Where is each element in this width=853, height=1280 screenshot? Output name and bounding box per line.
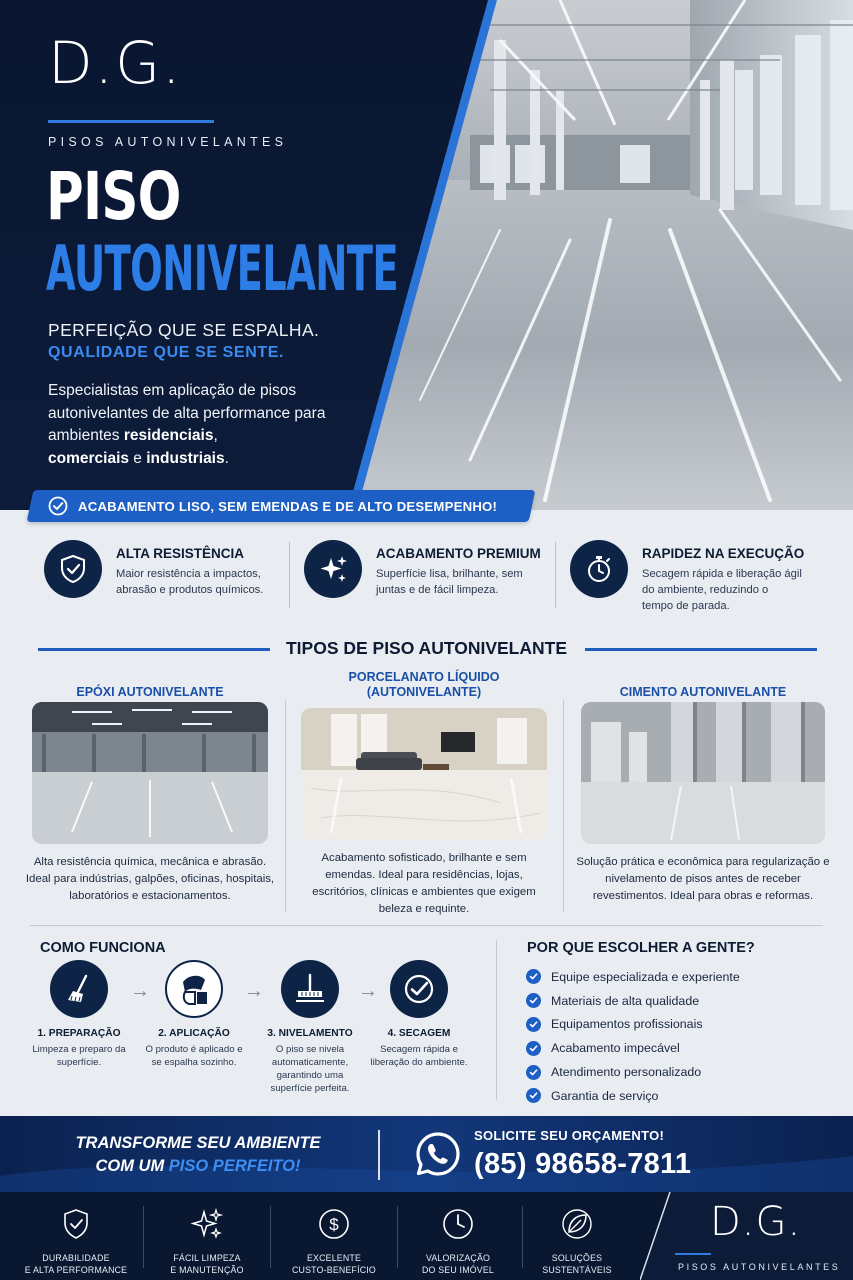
list-item <box>526 965 740 989</box>
footer-item-valorizacao <box>398 1204 518 1276</box>
feature-rapidez <box>570 530 830 620</box>
clock-icon <box>440 1206 476 1242</box>
hero-tagline-1: PERFEIÇÃO QUE SE ESPALHA. <box>48 320 320 340</box>
cta-line2-prefix: COM UM <box>95 1157 169 1175</box>
type-text: Acabamento sofisticado, brilhante e sem emendas. Ideal para residências, lojas, escritórios, clínicas e ambientes que exigem beleza e requinte. <box>312 852 536 915</box>
footer-item-sustentaveis <box>517 1204 637 1276</box>
shield-check-icon <box>59 1207 93 1241</box>
ribbon-content <box>48 490 497 522</box>
check-icon <box>526 969 541 984</box>
hero-desc-comerciais: comerciais <box>48 449 129 467</box>
step-icon-circle <box>50 960 108 1018</box>
type-divider <box>563 700 564 912</box>
leaf-icon <box>559 1206 595 1242</box>
cta-line2-highlight: PISO PERFEITO! <box>168 1157 301 1175</box>
feature-divider <box>555 542 556 608</box>
footer-item-durabilidade <box>16 1204 136 1276</box>
step-text: Secagem rápida e liberação do ambiente. <box>370 1044 468 1068</box>
hero-desc-sep1: , <box>213 427 218 444</box>
footer-divider <box>270 1206 271 1268</box>
why-item-text: Equipe especializada e experiente <box>551 969 740 984</box>
footer-line1: EXCELENTE <box>306 1253 362 1263</box>
bucket-pour-icon <box>175 970 213 1008</box>
check-circle-icon <box>401 971 437 1007</box>
cta-banner <box>0 1116 853 1192</box>
type-epoxi <box>20 670 280 905</box>
footer-line1: DURABILIDADE <box>42 1253 110 1263</box>
hero-desc-industriais: industriais <box>146 449 225 467</box>
footer-line2: DO SEU IMÓVEL <box>421 1265 494 1275</box>
dollar-coin-icon <box>316 1206 352 1242</box>
living-room-floor-image <box>301 708 547 840</box>
section-divider-vertical <box>496 940 497 1100</box>
hero-section <box>0 0 853 510</box>
check-circle-icon <box>48 496 68 516</box>
footer-brand-subtitle: PISOS AUTONIVELANTES <box>678 1262 841 1272</box>
hero-tagline-2: QUALIDADE QUE SE SENTE. <box>48 344 285 361</box>
squeegee-icon <box>292 971 328 1007</box>
footer-line1: SOLUÇÕES <box>551 1253 603 1263</box>
step-icon-circle <box>390 960 448 1018</box>
feature-title: RAPIDEZ NA EXECUÇÃO <box>642 546 805 561</box>
cta-divider <box>378 1130 380 1180</box>
hero-title-line2: AUTONIVELANTE <box>46 232 399 305</box>
feature-title: ALTA RESISTÊNCIA <box>116 546 244 561</box>
type-porcelanato <box>293 670 555 918</box>
feature-acabamento-premium <box>304 530 554 620</box>
type-cimento <box>572 670 834 905</box>
check-icon <box>526 993 541 1008</box>
stopwatch-icon <box>583 553 615 585</box>
type-divider <box>285 700 286 912</box>
shield-check-icon <box>57 553 89 585</box>
concrete-floor-image <box>581 702 825 844</box>
cta-line1: TRANSFORME SEU AMBIENTE <box>75 1134 321 1152</box>
feature-alta-resistencia <box>44 530 284 620</box>
brand-logo: D.G. <box>48 29 183 97</box>
why-item-text: Garantia de serviço <box>551 1088 659 1103</box>
section-divider <box>30 925 823 926</box>
cta-line2 <box>48 1155 348 1178</box>
why-list <box>526 965 740 1108</box>
type-text: Solução prática e econômica para regularização e nivelamento de pisos antes de receber revestimentos. Ideal para obras e reformas. <box>576 856 830 902</box>
sparkles-icon <box>316 552 350 586</box>
why-item-text: Acabamento impecável <box>551 1041 680 1056</box>
feature-title: ACABAMENTO PREMIUM <box>376 546 541 561</box>
ribbon-text: ACABAMENTO LISO, SEM EMENDAS E DE ALTO DESEMPENHO! <box>78 498 498 514</box>
feature-text: Secagem rápida e liberação ágil do ambiente, reduzindo o tempo de parada. <box>642 568 802 612</box>
feature-icon-circle <box>44 540 102 598</box>
check-icon <box>526 1041 541 1056</box>
footer-line2: CUSTO-BENEFÍCIO <box>292 1265 376 1275</box>
warehouse-floor-image <box>32 702 268 844</box>
step-title: 1. PREPARAÇÃO <box>37 1028 121 1039</box>
step-text: O produto é aplicado e se espalha sozinho. <box>145 1044 243 1068</box>
broom-icon <box>62 972 96 1006</box>
feature-icon-circle <box>304 540 362 598</box>
step-secagem <box>369 960 469 1069</box>
type-title: CIMENTO AUTONIVELANTE <box>619 685 787 699</box>
list-item <box>526 1060 740 1084</box>
types-heading: TIPOS DE PISO AUTONIVELANTE <box>285 638 567 658</box>
why-item-text: Equipamentos profissionais <box>551 1017 703 1032</box>
hero-desc-sep2: e <box>129 449 147 467</box>
feature-icon-circle <box>570 540 628 598</box>
features-section <box>0 530 853 620</box>
list-item <box>526 1013 740 1037</box>
brand-subtitle: PISOS AUTONIVELANTES <box>48 135 288 149</box>
check-icon <box>526 1017 541 1032</box>
arrow-right-icon: → <box>244 980 264 1002</box>
step-aplicacao <box>144 960 244 1069</box>
hero-description <box>48 380 338 470</box>
step-nivelamento <box>260 960 360 1095</box>
hero-desc-text: Especialistas em aplicação de pisos autonivelantes de alta performance para ambientes <box>48 382 326 444</box>
footer-line2: SUSTENTÁVEIS <box>542 1265 612 1275</box>
footer-logo: D.G. <box>710 1199 802 1245</box>
step-icon-circle <box>281 960 339 1018</box>
arrow-right-icon: → <box>358 980 378 1002</box>
feature-divider <box>289 542 290 608</box>
footer-line1: FÁCIL LIMPEZA <box>173 1253 241 1263</box>
arrow-right-icon: → <box>130 980 150 1002</box>
type-title: EPÓXI AUTONIVELANTE <box>76 685 224 699</box>
list-item <box>526 1084 740 1108</box>
list-item <box>526 1036 740 1060</box>
check-icon <box>526 1065 541 1080</box>
whatsapp-icon[interactable] <box>414 1130 462 1178</box>
feature-text: Superfície lisa, brilhante, sem juntas e de fácil limpeza. <box>376 568 523 596</box>
check-icon <box>526 1088 541 1103</box>
svg-text:$: $ <box>329 1215 339 1234</box>
why-item-text: Materiais de alta qualidade <box>551 993 700 1008</box>
feature-text: Maior resistência a impactos, abrasão e produtos químicos. <box>116 568 264 596</box>
logo-underline <box>48 120 214 123</box>
step-text: O piso se nivela automaticamente, garantindo uma superfície perfeita. <box>270 1044 350 1094</box>
how-title: COMO FUNCIONA <box>40 940 166 956</box>
cta-headline <box>48 1132 348 1178</box>
footer-item-custo <box>274 1204 394 1276</box>
footer-item-limpeza <box>147 1204 267 1276</box>
step-preparacao <box>29 960 129 1069</box>
hero-title-line1: PISO <box>46 158 181 235</box>
type-text: Alta resistência química, mecânica e abrasão. Ideal para indústrias, galpões, oficinas, hospitais, laboratórios e estacionamentos. <box>25 856 275 902</box>
why-title: POR QUE ESCOLHER A GENTE? <box>527 940 755 956</box>
why-item-text: Atendimento personalizado <box>551 1065 702 1080</box>
cta-label: SOLICITE SEU ORÇAMENTO! <box>474 1128 665 1143</box>
step-title: 4. SECAGEM <box>387 1028 451 1039</box>
type-title: PORCELANATO LÍQUIDO (AUTONIVELANTE) <box>348 670 500 699</box>
hero-desc-residenciais: residenciais <box>123 427 214 444</box>
footer-line1: VALORIZAÇÃO <box>425 1253 491 1263</box>
step-title: 3. NIVELAMENTO <box>267 1028 353 1039</box>
list-item <box>526 989 740 1013</box>
footer-divider <box>143 1206 144 1268</box>
step-title: 2. APLICAÇÃO <box>158 1028 230 1039</box>
hero-desc-end: . <box>224 449 229 467</box>
footer-line2: E ALTA PERFORMANCE <box>24 1265 128 1275</box>
footer-line2: E MANUTENÇÃO <box>170 1265 244 1275</box>
footer-logo-underline <box>675 1253 711 1255</box>
step-icon-circle <box>165 960 223 1018</box>
step-text: Limpeza e preparo da superfície. <box>32 1044 126 1068</box>
sparkles-icon <box>189 1206 225 1242</box>
cta-phone-number[interactable]: (85) 98658-7811 <box>474 1148 692 1180</box>
